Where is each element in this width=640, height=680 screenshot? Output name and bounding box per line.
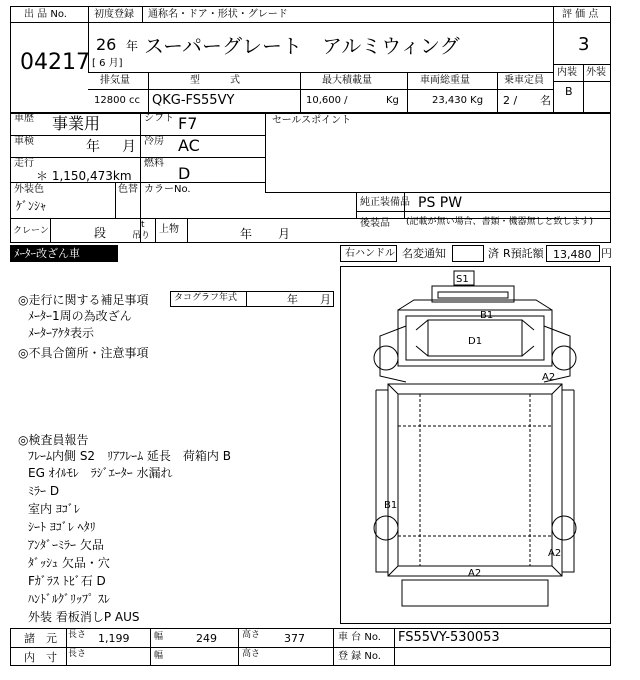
tacho-label: タコグラフ年式 — [174, 293, 238, 303]
capacity: 2 / — [503, 94, 518, 107]
inspection-month: 月 — [122, 139, 136, 155]
inspector-line: Fｶﾞﾗｽ ﾄﾋﾞ石 D — [28, 574, 106, 588]
running-line: ﾒｰﾀｰｱｹﾀ表示 — [28, 326, 95, 340]
model: QKG-FS55VY — [152, 93, 235, 108]
fuel-label: 燃料 — [144, 158, 164, 169]
tax-prefix: 済 — [488, 247, 499, 260]
sales-point-label: セールスポイント — [272, 115, 352, 126]
tax-label: R預託額 — [503, 247, 544, 260]
tax-box: 13,480 — [546, 245, 600, 262]
displacement: 12800 cc — [94, 95, 140, 106]
lot-no: 04217 — [20, 50, 90, 75]
displacement-label: 排気量 — [100, 75, 130, 86]
length: 1,199 — [98, 632, 130, 645]
mileage: ＊ 1,150,473km — [36, 169, 132, 183]
length-label: 長さ — [68, 630, 87, 640]
inner-width-label: 幅 — [154, 651, 164, 661]
gross-weight-label: 車両総重量 — [420, 75, 470, 86]
inner-length-label: 長さ — [68, 649, 87, 659]
defect-title: ◎不具合箇所・注意事項 — [18, 346, 149, 360]
grade: 3 — [578, 34, 590, 55]
grade-label: 評 価 点 — [562, 9, 599, 20]
right-handle-box: 右ハンドル — [340, 245, 397, 262]
specs-label: 諸 元 — [24, 632, 57, 645]
ac: AC — [178, 136, 200, 155]
name-change-label: 名変通知 — [402, 247, 446, 260]
ext-color: ｹﾞﾝｼｬ — [16, 199, 47, 213]
mark-d1: D1 — [468, 336, 483, 347]
inspector-title: ◎検査員報告 — [18, 433, 89, 447]
tacho-year: 年 — [287, 293, 298, 306]
inspector-line: ﾀﾞｯｼｭ 欠品・穴 — [28, 556, 110, 570]
chassis: FS55VY-530053 — [398, 630, 500, 645]
inspection-year: 年 — [86, 139, 100, 155]
gross-weight: 23,430 Kg — [432, 95, 484, 106]
crane-lift: 吊り — [132, 231, 151, 241]
mark-a2-rear: A2 — [468, 568, 482, 579]
exterior-label: 外装 — [586, 67, 606, 78]
width-label: 幅 — [154, 632, 164, 642]
inspector-line: ｱﾝﾀﾞｰﾐﾗｰ 欠品 — [28, 538, 104, 552]
aftermarket-note: (記載が無い場合、書類・機器無しと致します) — [406, 217, 594, 227]
height-label: 高さ — [242, 630, 261, 640]
vehicle-name-label: 通称名・ドア・形状・グレード — [148, 9, 288, 20]
upper-year: 年 — [240, 227, 253, 241]
genuine-equip: PS PW — [418, 195, 463, 211]
tacho-month: 月 — [320, 293, 331, 306]
lot-no-label: 出 品 No. — [24, 9, 67, 20]
inspector-line: ﾐﾗｰ D — [28, 484, 60, 498]
truck-diagram — [340, 266, 611, 624]
inspector-line: 外装 看板消しP AUS — [28, 610, 140, 624]
ac-label: 冷房 — [144, 136, 164, 147]
max-load: 10,600 / — [306, 95, 348, 106]
chassis-label: 車 台 No. — [338, 632, 381, 643]
capacity-unit: 名 — [540, 94, 551, 107]
history: 事業用 — [52, 114, 101, 133]
color-code-label: 色替 — [118, 184, 138, 195]
max-load-unit: Kg — [386, 95, 399, 106]
crane-ton: t — [141, 220, 145, 230]
width: 249 — [196, 632, 217, 645]
shift: F7 — [178, 114, 198, 133]
crane-label: クレーン — [13, 226, 49, 236]
aftermarket-label: 後装品 — [360, 218, 390, 229]
inner-height-label: 高さ — [242, 649, 261, 659]
tax-unit: 円 — [601, 247, 612, 260]
inner-label: 内 寸 — [24, 651, 57, 664]
inspector-line: ﾌﾚｰﾑ内側 S2 ﾘｱﾌﾚｰﾑ 延長 荷箱内 B — [28, 449, 231, 463]
first-reg-month: [ 6 月] — [92, 58, 123, 69]
upper-label: 上物 — [159, 224, 179, 235]
crane-stage: 段 — [94, 226, 107, 240]
first-reg-label: 初度登録 — [94, 9, 134, 20]
mark-b1-left: B1 — [384, 500, 398, 511]
running-title: ◎走行に関する補足事項 — [18, 293, 149, 307]
reg-label: 登 録 No. — [338, 651, 381, 662]
vehicle-name: スーパーグレート アルミウィング — [144, 34, 460, 58]
history-label: 車歴 — [14, 113, 34, 124]
inspector-line: ｼｰﾄ ﾖｺﾞﾚ ﾍﾀﾘ — [28, 520, 96, 534]
running-line: ﾒｰﾀｰ1周の為改ざん — [28, 309, 132, 323]
ext-color-label: 外装色 — [14, 184, 44, 195]
mileage-label: 走行 — [14, 158, 34, 169]
genuine-equip-label: 純正装備品 — [360, 197, 410, 208]
inspector-line: ﾊﾝﾄﾞﾙｸﾞﾘｯﾌﾟ ｽﾚ — [28, 592, 110, 606]
first-reg-year: 26 — [96, 35, 117, 54]
color-no-label: カラーNo. — [144, 184, 191, 195]
year-unit: 年 — [126, 39, 139, 53]
mark-a2-right: A2 — [542, 372, 556, 383]
inspector-line: 室内 ﾖｺﾞﾚ — [28, 502, 80, 516]
odometer-banner: ﾒｰﾀｰ改ざん車 — [10, 245, 118, 262]
model-label: 型 式 — [190, 75, 240, 86]
shift-label: シフト — [144, 113, 174, 124]
inspection-label: 車検 — [14, 136, 34, 147]
mark-s1: S1 — [456, 274, 469, 285]
capacity-label: 乗車定員 — [504, 75, 544, 86]
max-load-label: 最大積載量 — [322, 75, 372, 86]
interior-grade: B — [565, 85, 573, 98]
inspector-line: EG ｵｲﾙﾓﾚ ﾗｼﾞｴｰﾀｰ 水漏れ — [28, 466, 173, 480]
name-change-box — [452, 245, 484, 262]
mark-b1-cab: B1 — [480, 310, 494, 321]
upper-month: 月 — [278, 227, 291, 241]
mark-a2-rear-right: A2 — [548, 548, 562, 559]
height: 377 — [284, 632, 305, 645]
fuel: D — [178, 164, 191, 183]
interior-label: 内装 — [557, 67, 577, 78]
